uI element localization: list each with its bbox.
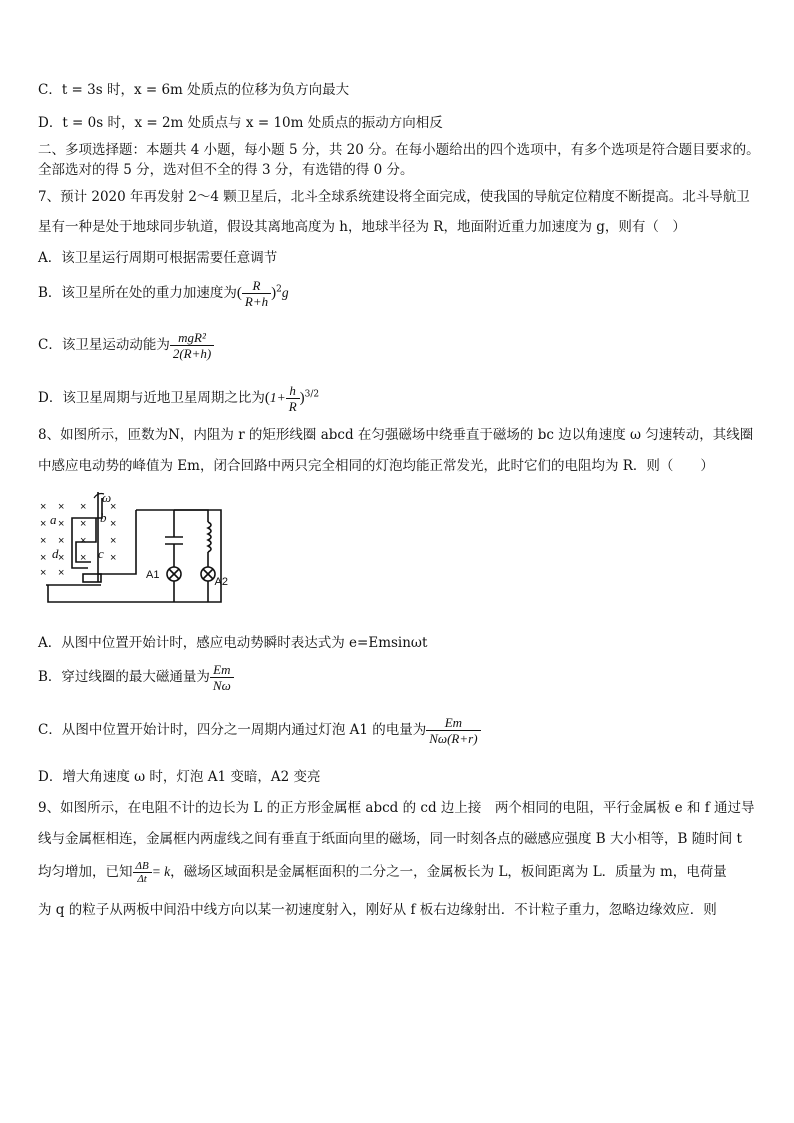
q8c-fraction: $\frac{Em}{N\omega(R+r)}$ (426, 715, 480, 746)
svg-text:×: × (110, 535, 117, 547)
q8-stem: 8、如图所示，匝数为N，内阻为 r 的矩形线圈 abcd 在匀强磁场中绕垂直于磁场的 bc 边以角速度 ω 匀速转动，其线圈 (38, 427, 754, 443)
q8-option-b (38, 662, 234, 693)
q8b-fraction: $\frac{Em}{N\omega}$ (210, 662, 234, 693)
label-a2: A2 (214, 576, 228, 588)
q8-option-d: D．增大角速度 ω 时，灯泡 A1 变暗，A2 变亮 (38, 769, 321, 785)
section2-heading: 二、多项选择题：本题共 4 小题，每小题 5 分，共 20 分。在每小题给出的四个选项中，有多个选项是符合题目要求的。 (38, 142, 760, 158)
label-a: a (50, 512, 57, 527)
q9-stem: 9、如图所示，在电阻不计的边长为 L 的正方形金属框 abcd 的 cd 边上接 两个相同的电阻，平行金属板 e 和 f 通过导 (38, 800, 755, 816)
svg-text:×: × (40, 535, 47, 547)
option-d-prev: D．t = 0s 时，x = 2m 处质点与 x = 10m 处质点的振动方向相反 (38, 115, 443, 131)
label-d: d (52, 546, 59, 561)
svg-text:×: × (58, 535, 65, 547)
svg-text:×: × (58, 567, 65, 579)
svg-text:×: × (40, 518, 47, 530)
q7-option-b-text: B．该卫星所在处的重力加速度为 (38, 285, 237, 301)
q8-option-a: A．从图中位置开始计时，感应电动势瞬时表达式为 e=Emsinωt (38, 635, 428, 651)
svg-text:×: × (80, 518, 87, 530)
q7-option-b: B．该卫星所在处的重力加速度为( $\frac{R}{R+h}$ )$^2$g (38, 278, 289, 309)
q9-stem-cont3: 为 q 的粒子从两板中间沿中线方向以某一初速度射入，刚好从 f 板右边缘射出．不计粒子重力，忽略边缘效应．则 (38, 902, 717, 918)
svg-text:×: × (80, 552, 87, 564)
svg-text:×: × (80, 535, 87, 547)
svg-text:×: × (40, 552, 47, 564)
q8-option-c (38, 715, 481, 746)
q7-option-c (38, 330, 214, 361)
q7d-fraction: $\frac{h}{R}$ (286, 383, 300, 414)
svg-text:×: × (110, 501, 117, 513)
q9-fraction: $\frac{\Delta B}{\Delta t}$ (133, 860, 152, 885)
q7-option-d-text: D．该卫星周期与近地卫星周期之比为 (38, 390, 265, 406)
q7c-fraction: $\frac{\text{mgR²}}{2(R+h)}$ (170, 330, 214, 361)
svg-text:×: × (40, 567, 47, 579)
section2-heading-cont: 全部选对的得 5 分，选对但不全的得 3 分，有选错的得 0 分。 (38, 162, 414, 178)
svg-text:×: × (80, 501, 87, 513)
label-c: c (98, 546, 104, 561)
svg-text:×: × (58, 552, 65, 564)
omega-label: ω (102, 490, 112, 505)
label-b: b (100, 510, 107, 525)
q7-option-a: A．该卫星运行周期可根据需要任意调节 (38, 250, 278, 266)
svg-text:×: × (58, 501, 65, 513)
svg-text:×: × (40, 501, 47, 513)
coil-circuit-diagram (36, 492, 226, 608)
q7-stem-cont: 星有一种是处于地球同步轨道，假设其离地高度为 h，地球半径为 R，地面附近重力加速度为 g，则有（ ） (38, 219, 686, 235)
q8-option-c-text: C．从图中位置开始计时，四分之一周期内通过灯泡 A1 的电量为 (38, 722, 427, 738)
q9-stem-cont2: 均匀增加，已知 $\frac{\Delta B}{\Delta t}$ = k，磁场区域面积是金属框面积的二分之一，金属板长为 L，板间距离为 L．质量为 m，电荷量 (38, 860, 727, 885)
q9-stem-cont2-post: ，磁场区域面积是金属框面积的二分之一，金属板长为 L，板间距离为 L．质量为 m，电荷量 (170, 864, 727, 880)
q8-option-b-text: B．穿过线圈的最大磁通量为 (38, 669, 210, 685)
q9-stem-cont: 线与金属框相连，金属框内两虚线之间有垂直于纸面向里的磁场，同一时刻各点的磁感应强度 B 大小相等，B 随时间 t (38, 831, 742, 847)
q7-option-d: D．该卫星周期与近地卫星周期之比为(1+ $\frac{h}{R}$ )$^{3/2}$ (38, 383, 320, 414)
label-a1: A1 (146, 569, 160, 581)
svg-text:×: × (110, 552, 117, 564)
svg-text:×: × (110, 518, 117, 530)
q8-stem-cont: 中感应电动势的峰值为 Em，闭合回路中两只完全相同的灯泡均能正常发光，此时它们的电阻均为 R．则（ ） (38, 458, 714, 474)
q7b-fraction: $\frac{R}{R+h}$ (242, 278, 271, 309)
q7-option-c-text: C．该卫星运动动能为 (38, 337, 170, 353)
option-c-prev: C．t = 3s 时，x = 6m 处质点的位移为负方向最大 (38, 82, 350, 98)
svg-text:×: × (58, 518, 65, 530)
q7-stem: 7、预计 2020 年再发射 2～4 颗卫星后，北斗全球系统建设将全面完成，使我国的导航定位精度不断提高。北斗导航卫 (38, 189, 750, 205)
q9-stem-cont2-pre: 均匀增加，已知 (38, 864, 133, 880)
